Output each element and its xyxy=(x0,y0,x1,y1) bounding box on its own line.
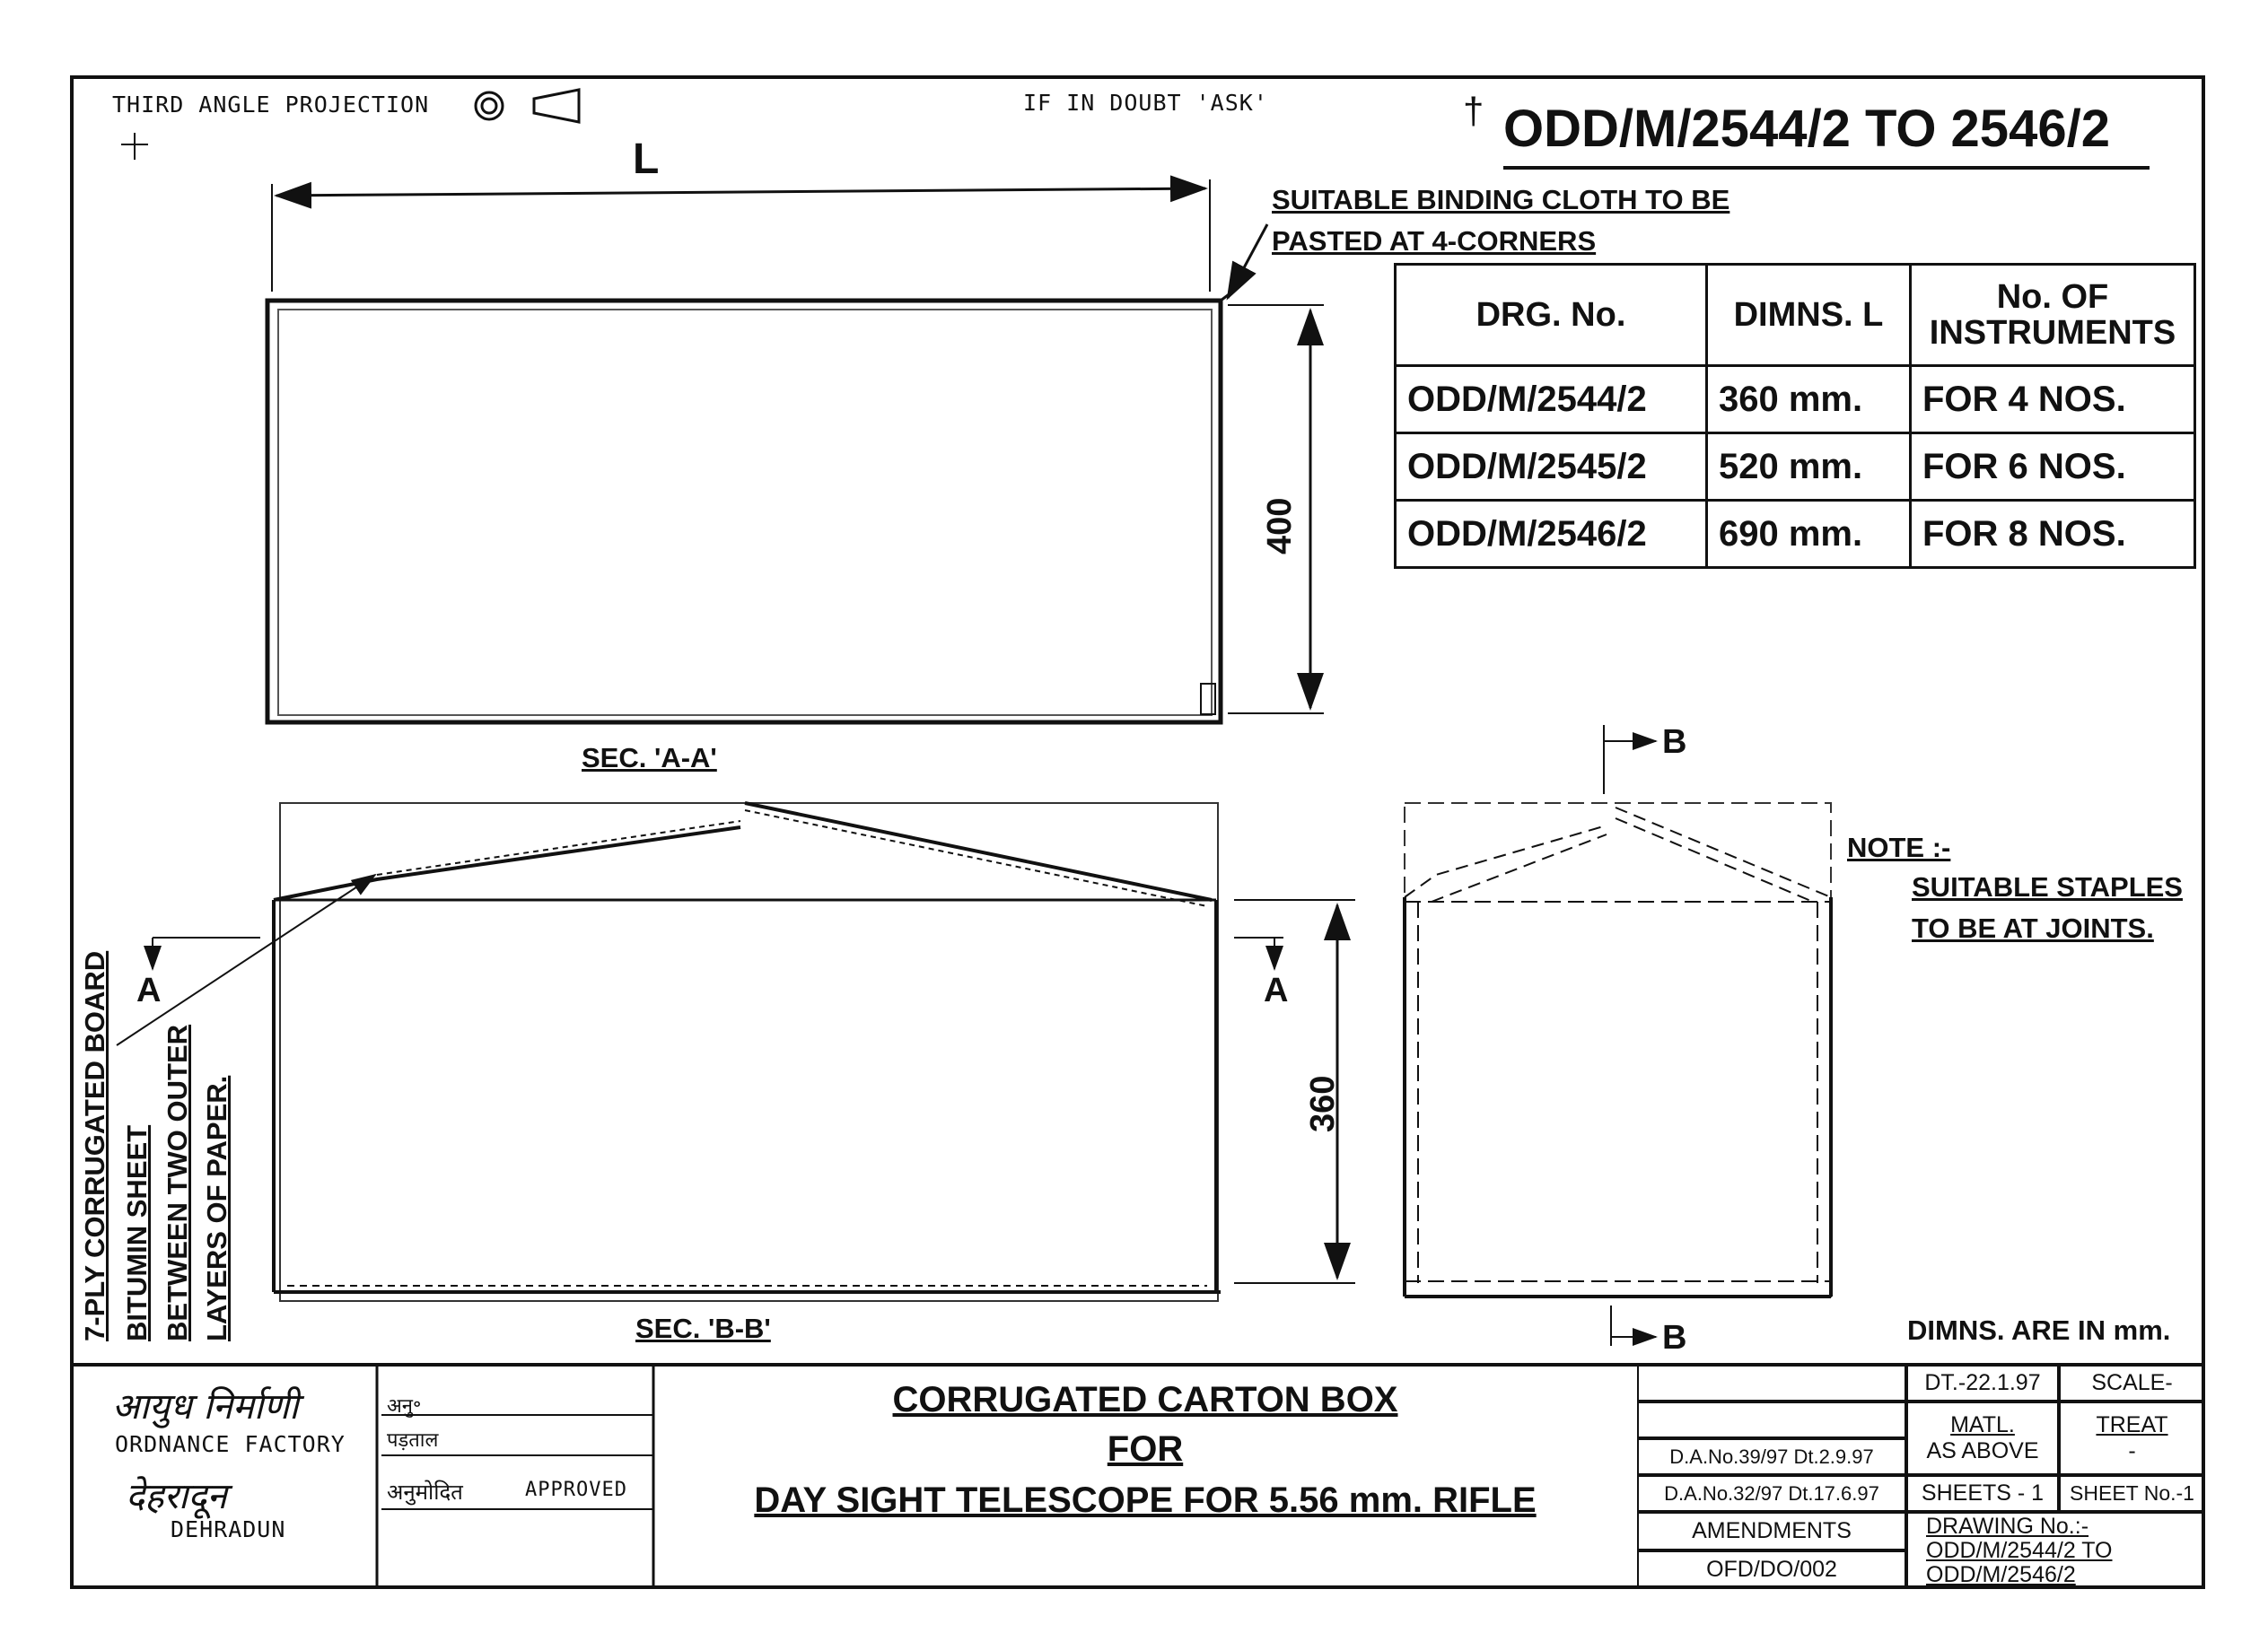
section-a-markers xyxy=(153,938,1283,969)
sheets-field: SHEETS - 1 xyxy=(1906,1475,2059,1512)
table-header-row xyxy=(1396,265,2195,366)
org-name-hindi: आयुध निर्माणी xyxy=(112,1386,299,1428)
sign-anu-label: अनु॰ xyxy=(387,1395,422,1418)
sign-approved-label: APPROVED xyxy=(525,1479,627,1501)
board-callout-line2: BITUMIN SHEET xyxy=(121,1124,153,1341)
da-entry-2: D.A.No.32/97 Dt.17.6.97 xyxy=(1637,1475,1906,1512)
cell-instruments: FOR 8 NOS. xyxy=(1911,501,2195,568)
city-name-english: DEHRADUN xyxy=(171,1516,286,1542)
treatment-label: TREAT xyxy=(2096,1412,2168,1437)
tb-blank-1 xyxy=(1637,1365,1906,1402)
cell-instruments: FOR 6 NOS. xyxy=(1911,433,2195,501)
title-line1: CORRUGATED CARTON BOX xyxy=(892,1380,1398,1419)
note-line2: TO BE AT JOINTS. xyxy=(1912,913,2154,944)
sign-padtal-label: पड़ताल xyxy=(387,1429,439,1452)
sheet-number-field: SHEET No.-1 xyxy=(2059,1475,2205,1512)
dimension-360-label: 360 xyxy=(1304,1075,1342,1132)
amendments-label: AMENDMENTS xyxy=(1637,1512,1906,1550)
binding-callout-line1: SUITABLE BINDING CLOTH TO BE xyxy=(1272,184,1730,215)
drawing-title: ODD/M/2544/2 TO 2546/2 xyxy=(1503,100,2110,158)
cell-drg-no: ODD/M/2545/2 xyxy=(1396,433,1707,501)
board-callout-line3: BETWEEN TWO OUTER xyxy=(162,1024,193,1341)
dimension-400-label: 400 xyxy=(1261,497,1299,555)
cell-instruments: FOR 4 NOS. xyxy=(1911,366,2195,433)
drawing-number-line1: ODD/M/2544/2 TO xyxy=(1926,1537,2113,1563)
dimensions-unit-note: DIMNS. ARE IN mm. xyxy=(1907,1314,2171,1346)
dagger-mark: † xyxy=(1463,90,1484,132)
spec-table xyxy=(1394,263,2196,569)
section-b-markers xyxy=(1604,725,1656,1346)
marker-b-top: B xyxy=(1662,723,1687,761)
binding-leader xyxy=(1228,224,1267,298)
drawing-number-label: DRAWING No.:- xyxy=(1926,1513,2089,1539)
cell-drg-no: ODD/M/2544/2 xyxy=(1396,366,1707,433)
header-no-of-instruments: No. OF INSTRUMENTS xyxy=(1911,265,2195,366)
board-leader xyxy=(117,875,375,1045)
table-row xyxy=(1396,501,2195,568)
material-value: AS ABOVE xyxy=(1926,1438,2039,1463)
title-line3: DAY SIGHT TELESCOPE FOR 5.56 mm. RIFLE xyxy=(754,1480,1537,1520)
table-row xyxy=(1396,366,2195,433)
dimension-l-label: L xyxy=(633,135,660,183)
material-label: MATL. xyxy=(1950,1412,2015,1437)
dimension-l xyxy=(272,179,1210,292)
cell-dimns-l: 360 mm. xyxy=(1707,366,1911,433)
marker-a-left: A xyxy=(136,972,162,1009)
header-drg-no: DRG. No. xyxy=(1396,265,1707,366)
marker-a-right: A xyxy=(1264,972,1289,1009)
table-row xyxy=(1396,433,2195,501)
tb-blank-2 xyxy=(1637,1402,1906,1438)
section-bb-label: SEC. 'B-B' xyxy=(635,1313,771,1344)
binding-callout-line2: PASTED AT 4-CORNERS xyxy=(1272,225,1597,257)
board-callout-line4: LAYERS OF PAPER. xyxy=(201,1075,232,1341)
treatment-field xyxy=(2059,1402,2205,1475)
board-callout-line1: 7-PLY CORRUGATED BOARD xyxy=(79,950,110,1341)
city-name-hindi: देहरादून xyxy=(126,1476,227,1517)
note-title: NOTE :- xyxy=(1847,832,1951,863)
cell-drg-no: ODD/M/2546/2 xyxy=(1396,501,1707,568)
ofd-code: OFD/DO/002 xyxy=(1637,1550,1906,1589)
signature-panel xyxy=(381,1365,653,1589)
scale-field: SCALE- xyxy=(2059,1365,2205,1402)
drawing-number-field xyxy=(1906,1512,2205,1589)
section-aa-label: SEC. 'A-A' xyxy=(582,742,717,773)
section-bb-view xyxy=(274,803,1221,1301)
marker-b-bottom: B xyxy=(1662,1319,1687,1357)
org-name-english: ORDNANCE FACTORY xyxy=(115,1431,346,1457)
note-line1: SUITABLE STAPLES xyxy=(1912,871,2183,903)
material-field xyxy=(1906,1402,2059,1475)
date-field: DT.-22.1.97 xyxy=(1906,1365,2059,1402)
if-in-doubt-label: IF IN DOUBT 'ASK' xyxy=(1023,90,1268,116)
projection-label: THIRD ANGLE PROJECTION xyxy=(112,92,430,118)
cell-dimns-l: 520 mm. xyxy=(1707,433,1911,501)
side-view xyxy=(1405,803,1831,1297)
cell-dimns-l: 690 mm. xyxy=(1707,501,1911,568)
drawing-number-line2: ODD/M/2546/2 xyxy=(1926,1561,2076,1587)
sign-anumodit-label: अनुमोदित xyxy=(387,1480,463,1505)
header-dimns-l: DIMNS. L xyxy=(1707,265,1911,366)
section-aa-view xyxy=(267,287,1239,722)
title-line2: FOR xyxy=(1107,1429,1184,1469)
da-entry-1: D.A.No.39/97 Dt.2.9.97 xyxy=(1637,1438,1906,1475)
treatment-value: - xyxy=(2128,1438,2136,1463)
